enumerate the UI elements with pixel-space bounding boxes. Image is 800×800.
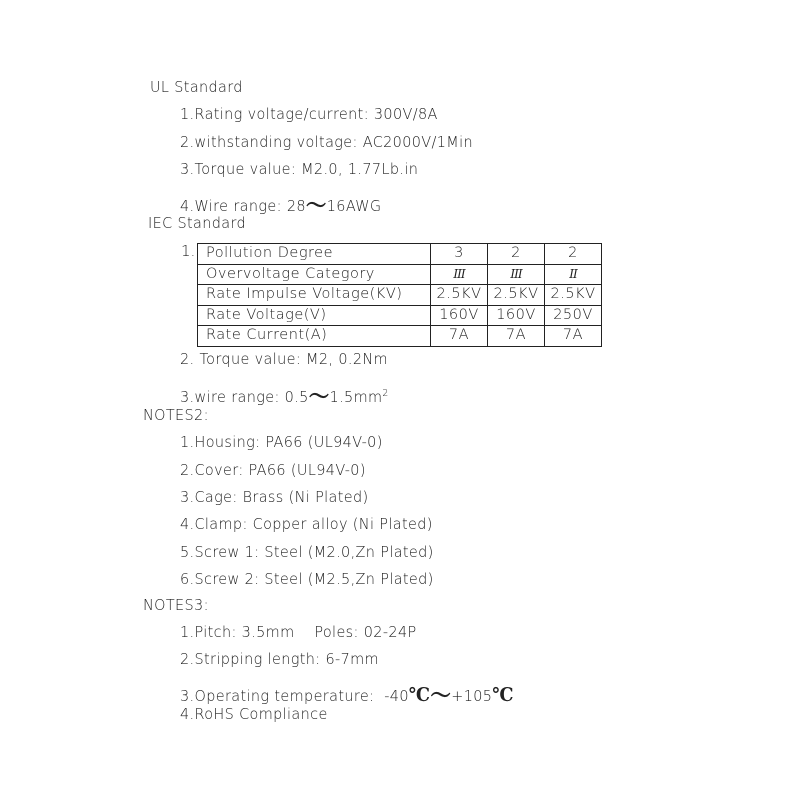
cell-value: 7A — [431, 326, 488, 347]
iec-wire-range-item — [180, 378, 389, 409]
cell-value: 160V — [431, 305, 488, 326]
notes3-operating-temp — [180, 677, 514, 708]
cell-value: 2.5KV — [545, 285, 602, 306]
ul-standard-heading: UL Standard — [150, 78, 243, 96]
notes2-clamp: 4.Clamp: Copper alloy (Ni Plated) — [180, 515, 433, 533]
iec-wire-prefix: 3.wire range: 0.5 — [180, 388, 309, 406]
cell-value: II — [545, 264, 602, 285]
row-label: Rate Current(A) — [198, 326, 431, 347]
notes2-heading: NOTES2: — [143, 406, 209, 424]
tilde-symbol: 〜 — [305, 194, 327, 219]
table-row — [198, 305, 602, 326]
table-row — [198, 244, 602, 265]
ul-wire-prefix: 4.Wire range: 28 — [180, 197, 306, 215]
temp-prefix: 3.Operating temperature: -40 — [180, 687, 409, 705]
notes2-cover: 2.Cover: PA66 (UL94V-0) — [180, 461, 366, 479]
cell-value: III — [431, 264, 488, 285]
cell-value: 3 — [431, 244, 488, 265]
iec-table-number: 1. — [181, 242, 196, 260]
cell-value: 2 — [488, 244, 545, 265]
cell-value: 160V — [488, 305, 545, 326]
ul-rating-item: 1.Rating voltage/current: 300V/8A — [180, 105, 438, 123]
notes3-pitch: 1.Pitch: 3.5mm Poles: 02-24P — [180, 623, 417, 641]
tilde-symbol: 〜 — [308, 385, 330, 410]
cell-value: 7A — [545, 326, 602, 347]
notes2-screw1: 5.Screw 1: Steel (M2.0,Zn Plated) — [180, 543, 434, 561]
cell-value: 250V — [545, 305, 602, 326]
squared-superscript: 2 — [382, 388, 389, 399]
cell-value: 2.5KV — [431, 285, 488, 306]
iec-spec-table — [197, 243, 602, 347]
cell-value: 2.5KV — [488, 285, 545, 306]
row-label: Rate Voltage(V) — [198, 305, 431, 326]
table-row — [198, 264, 602, 285]
notes3-rohs: 4.RoHS Compliance — [180, 705, 328, 723]
cell-value: 7A — [488, 326, 545, 347]
iec-wire-suffix: 1.5mm — [329, 388, 383, 406]
notes2-screw2: 6.Screw 2: Steel (M2.5,Zn Plated) — [180, 570, 434, 588]
ul-withstanding-item: 2.withstanding voltage: AC2000V/1Min — [180, 133, 474, 151]
celsius-symbol: ℃ — [492, 684, 514, 706]
celsius-symbol: ℃ — [408, 684, 431, 706]
row-label: Rate Impulse Voltage(KV) — [198, 285, 431, 306]
table-row — [198, 285, 602, 306]
iec-standard-heading: IEC Standard — [148, 214, 247, 232]
ul-torque-item: 3.Torque value: M2.0, 1.77Lb.in — [180, 160, 419, 178]
cell-value: 2 — [545, 244, 602, 265]
table-row — [198, 326, 602, 347]
notes3-stripping: 2.Stripping length: 6-7mm — [180, 650, 379, 668]
row-label: Pollution Degree — [198, 244, 431, 265]
notes2-cage: 3.Cage: Brass (Ni Plated) — [180, 488, 369, 506]
ul-wire-suffix: 16AWG — [326, 197, 382, 215]
notes2-housing: 1.Housing: PA66 (UL94V-0) — [180, 433, 383, 451]
notes3-heading: NOTES3: — [143, 596, 209, 614]
temp-max: +105 — [451, 687, 493, 705]
cell-value: III — [488, 264, 545, 285]
tilde-symbol: 〜 — [430, 684, 452, 709]
iec-torque-item: 2. Torque value: M2, 0.2Nm — [180, 350, 388, 368]
row-label: Overvoltage Category — [198, 264, 431, 285]
